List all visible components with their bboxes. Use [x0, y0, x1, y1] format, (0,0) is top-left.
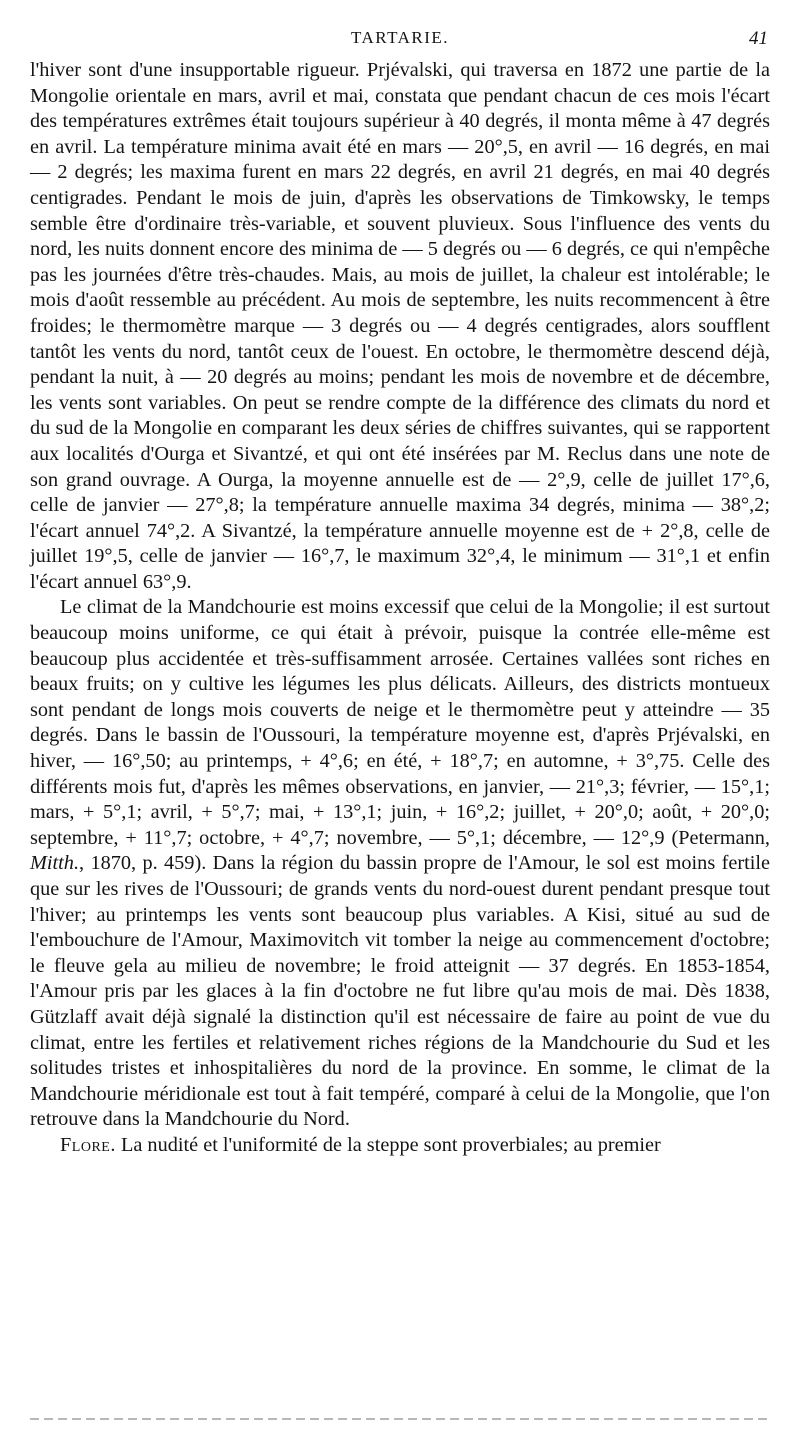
paragraph-climate-mongolia: l'hiver sont d'une insupportable rigueur. Prjévalski, qui traversa en 1872 une partie de la Mongolie orientale en mars, avril et mai, constata que pendant chacun de ces mois l'écart des températures extrêmes était toujours supérieur à 40 degrés, il monta même à 47 degrés en avril. La température minima avait été en mars — 20°,5, en avril — 16 degrés, en mai — 2 degrés; les maxima furent en mars 22 degrés, en avril 21 degrés, en mai 40 degrés centigrades. Pendant le mois de juin, d'après les observations de Timkowsky, le temps semble être d'ordinaire très-variable, et souvent pluvieux. Sous l'influence des vents du nord, les nuits donnent encore des minima de — 5 degrés ou — 6 degrés, ce qui n'empêche pas les journées d'être très-chaudes. Mais, au mois de juillet, la chaleur est intolérable; le mois d'août ressemble au précédent. Au mois de septembre, les nuits recommencent à être froides; le thermomètre marque — 3 degrés ou — 4 degrés centigrades, alors soufflent tantôt les vents du nord, tantôt ceux de l'ouest. En octobre, le thermomètre descend déjà, pendant la nuit, à — 20 degrés au moins; pendant les mois de novembre et de décembre, les vents sont variables. On peut se rendre compte de la différence des climats du nord et du sud de la Mongolie en comparant les deux séries de chiffres suivantes, qui se rapportent aux localités d'Ourga et Sivantzé, et qui ont été insérées par M. Reclus dans une note de son grand ouvrage. A Ourga, la moyenne annuelle est de — 2°,9, celle de juillet 17°,6, celle de janvier — 27°,8; la température annuelle maxima 34 degrés, minima — 38°,2; l'écart annuel 74°,2. A Sivantzé, la température annuelle moyenne est de + 2°,8, celle de juillet 19°,5, celle de janvier — 16°,7, le maximum 32°,4, le minimum — 31°,1 et enfin l'écart annuel 63°,9. — [30, 59, 770, 593]
paragraph-text: Le climat de la Mandchourie est moins excessif que celui de la Mongolie; il est surtout beaucoup moins uniforme, ce qui était à prévoir, puisque la contrée elle-même est beaucoup plus accidentée et très-suffisamment arrosée. Certaines vallées sont riches en beaux fruits; on y cultive les légumes les plus délicats. Ailleurs, des districts montueux sont pendant de longs mois couverts de neige et le thermomètre peut y atteindre — 35 degrés. Dans le bassin de l'Oussouri, la température moyenne est, d'après Prjévalski, en hiver, — 16°,50; au printemps, + 4°,6; en été, + 18°,7; en automne, + 3°,75. Celle des différents mois fut, d'après les mêmes observations, en janvier, — 21°,3; février, — 15°,1; mars, + 5°,1; avril, + 5°,7; mai, + 13°,1; juin, + 16°,2; juillet, + 20°,0; août, + 20°,0; septembre, + 11°,7; octobre, + 4°,7; novembre, — 5°,1; décembre, — 12°,9 (Petermann, — [30, 596, 770, 849]
running-title: TARTARIE. — [350, 28, 450, 47]
citation-title: Mitth. — [30, 852, 80, 875]
document-page — [30, 28, 770, 1159]
running-header — [30, 28, 770, 58]
bottom-bleedthrough-line — [30, 1418, 770, 1420]
paragraph-text: , 1870, p. 459). Dans la région du bassin propre de l'Amour, le sol est moins fertile que sur les rives de l'Oussouri; de grands vents du nord-ouest durent pendant presque tout l'hiver; au printemps les vents sont beaucoup plus variables. A Kisi, situé au sud de l'embouchure de l'Amour, Maximovitch vit tomber la neige au commencement d'octobre; le fleuve gela au milieu de novembre; le froid atteignit — 37 degrés. En 1853-1854, l'Amour pris par les glaces à la fin d'octobre ne fut libre qu'au mois de mai. Dès 1838, Gützlaff avait déjà signalé la distinction qu'il est nécessaire de faire au point de vue du climat, entre les fertiles et relativement riches régions de la Mandchourie du Sud et les solitudes tristes et inhospitalières du nord de la province. En somme, le climat de la Mandchourie méridionale est tout à fait tempéré, comparé à celui de la Mongolie, que l'on retrouve dans la Mandchourie du Nord. — [30, 852, 770, 1131]
page-number: 41 — [749, 28, 768, 49]
body-text — [30, 58, 770, 1159]
paragraph-flora — [30, 1133, 770, 1159]
paragraph-text: La nudité et l'uniformité de la steppe sont proverbiales; au premier — [115, 1133, 661, 1156]
paragraph-climate-manchuria — [30, 595, 770, 1132]
section-heading-flore: Flore. — [60, 1133, 116, 1156]
